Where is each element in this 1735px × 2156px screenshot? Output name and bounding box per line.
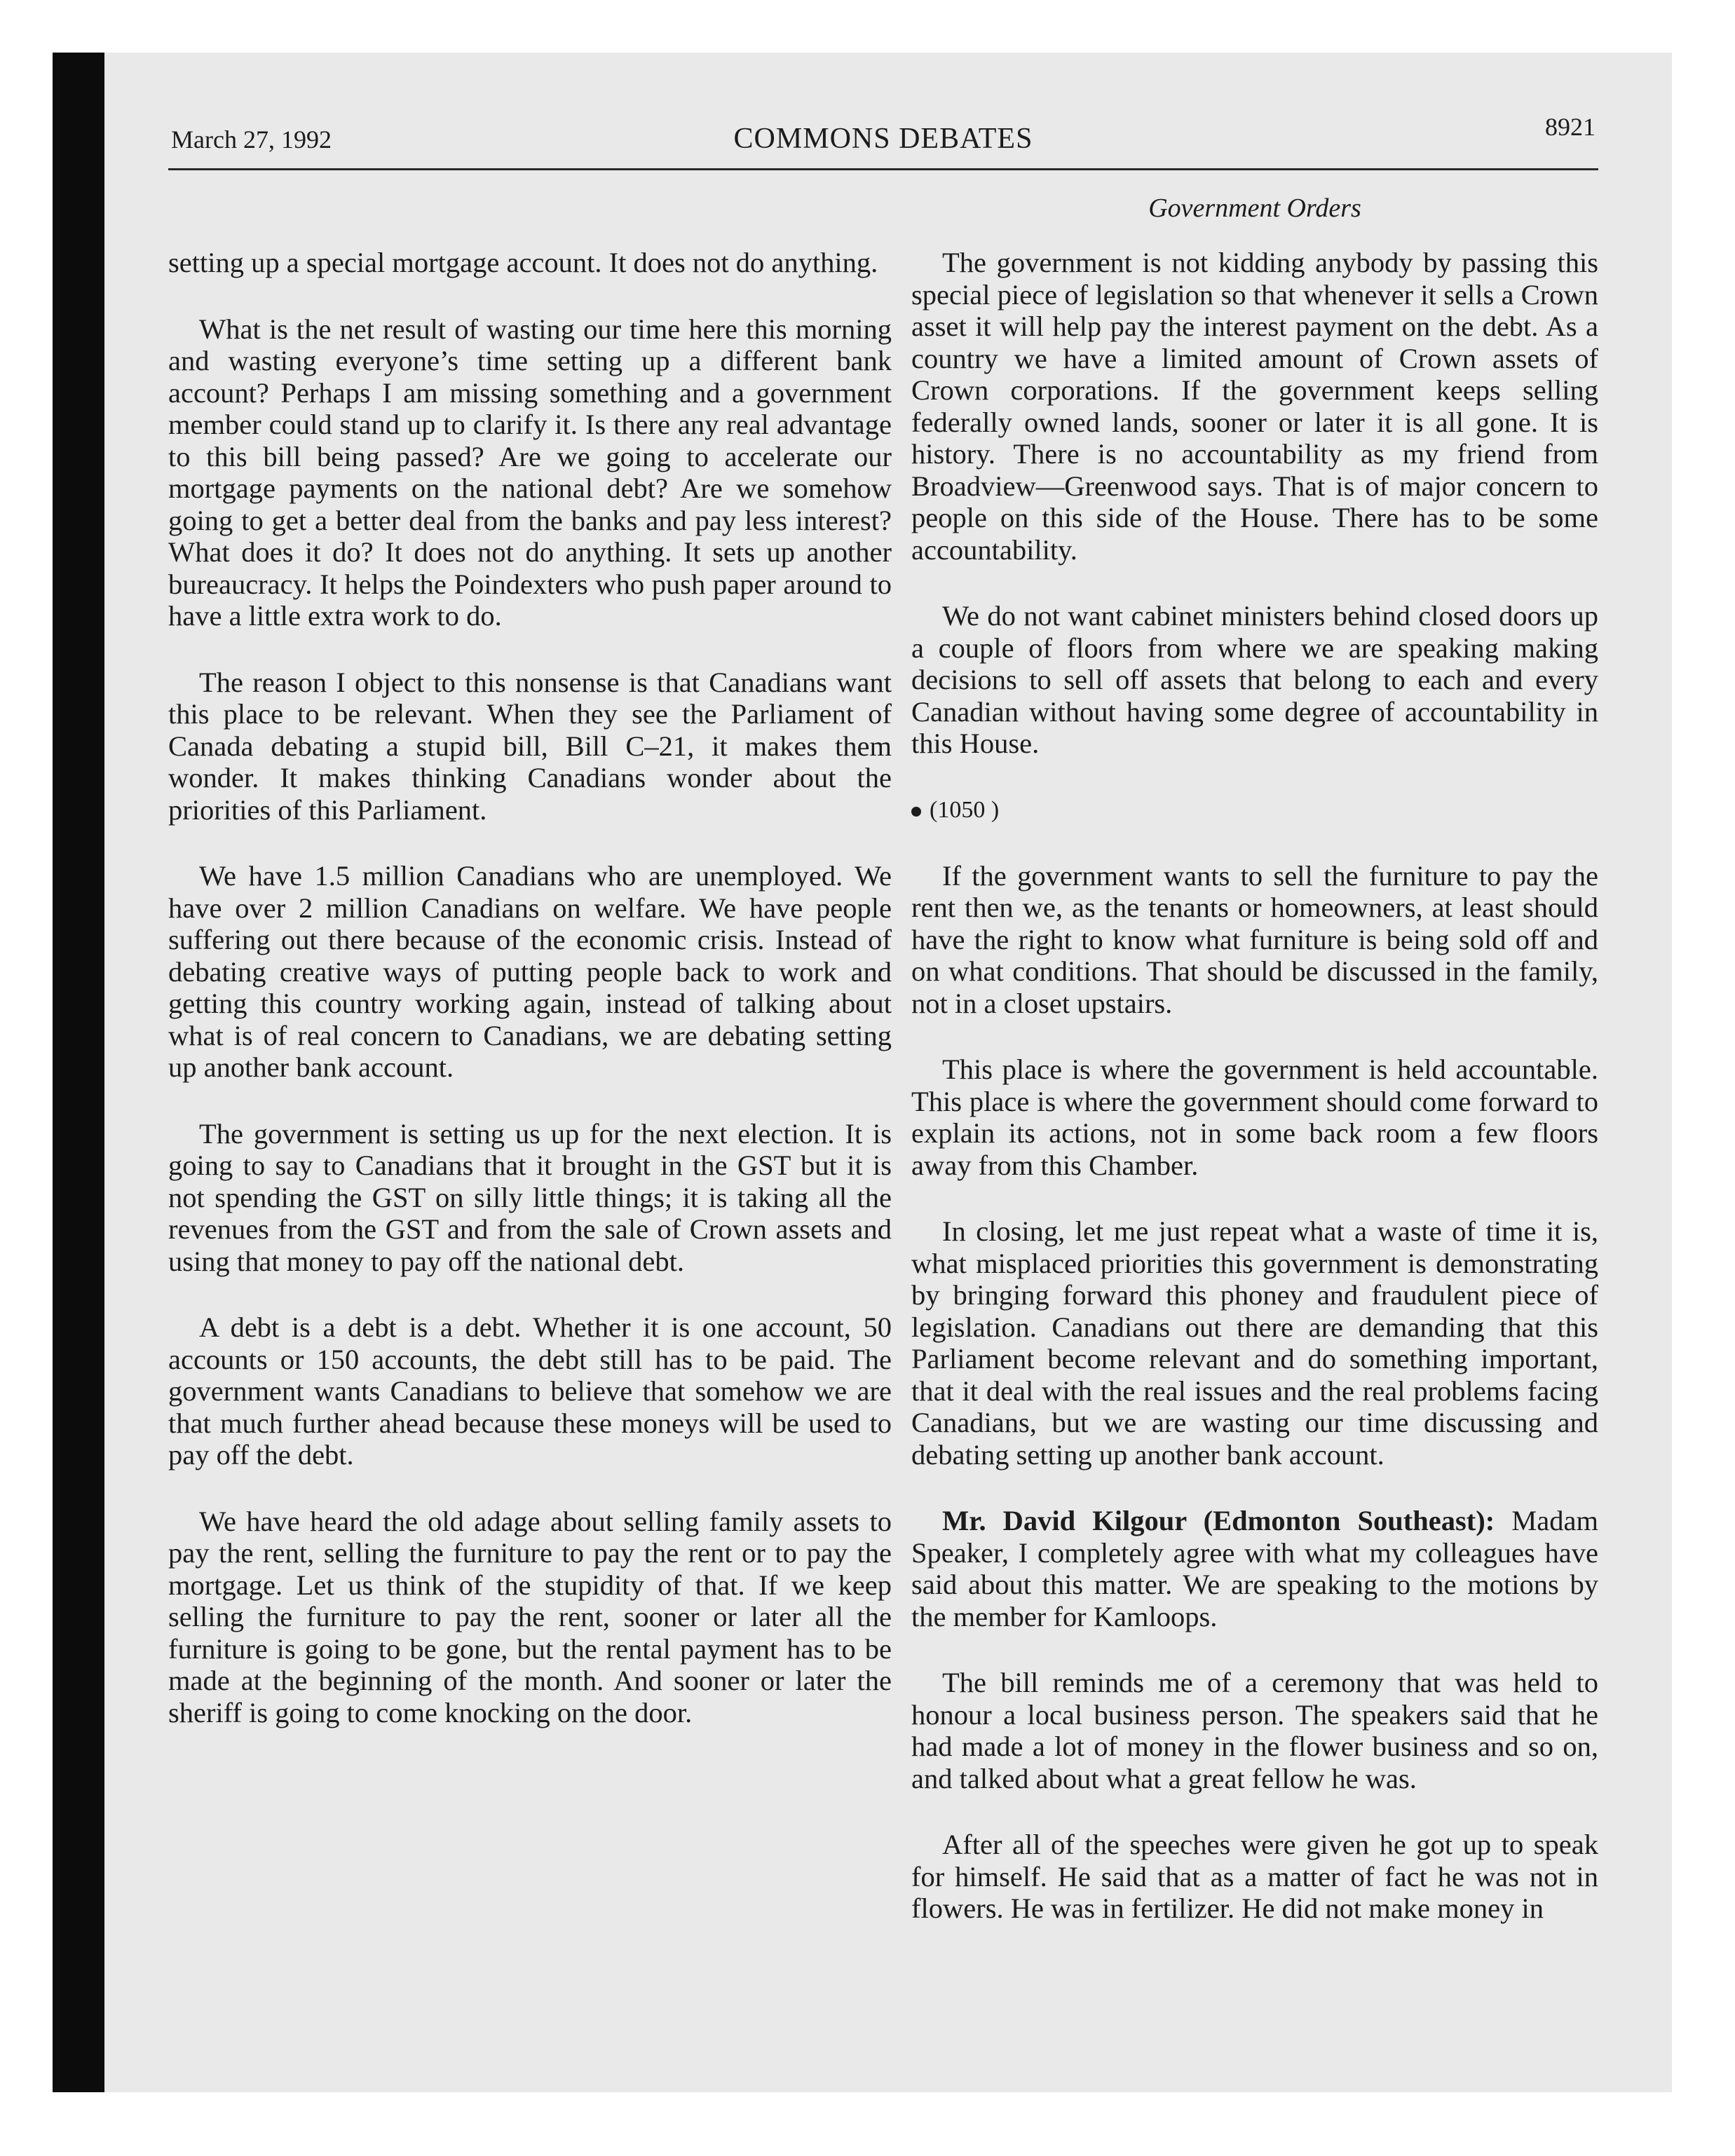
header-date: March 27, 1992	[171, 125, 332, 153]
paragraph: What is the net result of wasting our time here this morning and wasting everyone’s time setting up a different bank account? Perhaps I am missing something and a government member could stand up to clarify it. Is there any real advantage to this bill being passed? Are we going to accelerate our mortgage payments on the national debt? Are we somehow going to get a better deal from the banks and pay less interest? What does it do? It does not do anything. It sets up another bureaucracy. It helps the Poindexters who push paper around to have a little extra work to do.	[168, 313, 892, 632]
paragraph: We do not want cabinet ministers behind closed doors up a couple of floors from where we are speaking making decisions to sell off assets that belong to each and every Canadian without having some degree of accountability in this House.	[911, 600, 1598, 759]
paragraph: This place is where the government is held accountable. This place is where the government should come forward to explain its actions, not in some back room a few floors away from this Chamber.	[911, 1053, 1598, 1181]
speaker-name: Mr. David Kilgour (Edmonton Southeast):	[942, 1505, 1495, 1536]
paragraph: We have heard the old adage about selling family assets to pay the rent, selling the furniture to pay the rent or to pay the mortgage. Let us think of the stupidity of that. If we keep selling the furniture to pay the rent, sooner or later all the furniture is going to be gone, but the rental payment has to be made at the beginning of the month. And sooner or later the sheriff is going to come knocking on the door.	[168, 1505, 892, 1728]
timestamp-text: (1050 )	[930, 796, 1000, 823]
paragraph: The bill reminds me of a ceremony that was held to honour a local business person. The speakers said that he had made a lot of money in the flower business and so on, and talked about what a great fellow he was.	[911, 1667, 1598, 1794]
paragraph: The government is not kidding anybody by passing this special piece of legislation so that whenever it sells a Crown asset it will help pay the interest payment on the debt. As a country we have a limited amount of Crown assets of Crown corporations. If the government keeps selling federally owned lands, sooner or later it is all gone. It is history. There is no accountability as my friend from Broadview—Greenwood says. That is of major concern to people on this side of the House. There has to be some accountability.	[911, 247, 1598, 566]
paragraph: A debt is a debt is a debt. Whether it is one account, 50 accounts or 150 accounts, the debt still has to be paid. The government wants Canadians to believe that somehow we are that much further ahead because these moneys will be used to pay off the debt.	[168, 1311, 892, 1471]
speech-paragraph	[911, 1505, 1598, 1632]
paragraph: If the government wants to sell the furniture to pay the rent then we, as the tenants or homeowners, at least should have the right to know what furniture is being sold off and on what conditions. That should be discussed in the family, not in a closet upstairs.	[911, 859, 1598, 1019]
paragraph: setting up a special mortgage account. It does not do anything.	[168, 247, 878, 278]
paragraph: The government is setting us up for the next election. It is going to say to Canadians that it brought in the GST but it is not spending the GST on silly little things; it is taking all the revenues from the GST and from the sale of Crown assets and using that money to pay off the national debt.	[168, 1117, 892, 1277]
speech-text: Madam Speaker, I completely agree with what my colleagues have said about this matter. We are speaking to the motions by the member for Kamloops.	[911, 1505, 1598, 1632]
paragraph: In closing, let me just repeat what a waste of time it is, what misplaced priorities this government is demonstrating by bringing forward this phoney and fraudulent piece of legislation. Canadians out there are demanding that this Parliament become relevant and do something important, that it deal with the real issues and the real problems facing Canadians, but we are wasting our time discussing and debating setting up another bank account.	[911, 1215, 1598, 1471]
paragraph: The reason I object to this nonsense is that Canadians want this place to be relevant. When they see the Parliament of Canada debating a stupid bill, Bill C–21, it makes them wonder. It makes thinking Canadians wonder about the priorities of this Parliament.	[168, 666, 892, 826]
page-header	[168, 112, 1598, 170]
header-title: COMMONS DEBATES	[733, 123, 1033, 155]
timestamp	[911, 794, 1598, 826]
left-column	[168, 247, 892, 1763]
section-title: Government Orders	[1148, 193, 1361, 223]
binding-edge	[53, 53, 104, 2092]
page-number: 8921	[1545, 113, 1595, 141]
right-column	[911, 247, 1598, 1959]
paragraph: After all of the speeches were given he got up to speak for himself. He said that as a matter of fact he was not in flowers. He was in fertilizer. He did not make money in	[911, 1829, 1598, 1924]
paragraph: We have 1.5 million Canadians who are unemployed. We have over 2 million Canadians on welfare. We have people suffering out there because of the economic crisis. Instead of debating creative ways of putting people back to work and getting this country working again, instead of talking about what is of real concern to Canadians, we are debating setting up another bank account.	[168, 860, 892, 1083]
bullet-icon	[911, 807, 921, 817]
